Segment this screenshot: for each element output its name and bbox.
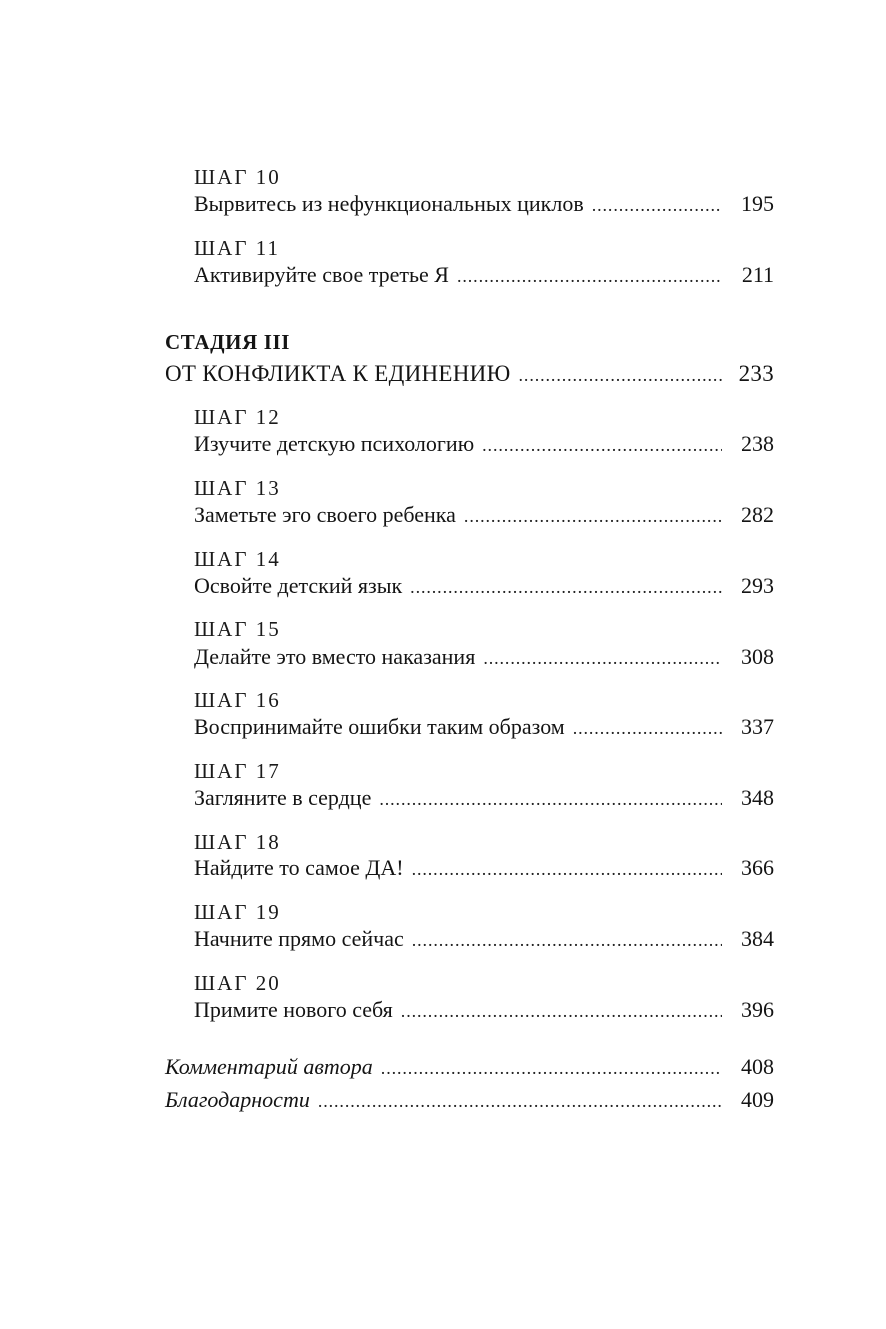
toc-entry-step-17[interactable] — [194, 784, 774, 812]
page-number: 337 — [741, 714, 774, 739]
step-label: ШАГ 14 — [194, 547, 281, 571]
page-number: 233 — [738, 361, 774, 386]
toc-entry-step-16[interactable] — [194, 713, 774, 741]
entry-title: Освойте детский язык — [194, 573, 403, 598]
entry-title: Изучите детскую психологию — [194, 431, 475, 456]
step-label: ШАГ 20 — [194, 971, 281, 995]
entry-title: Делайте это вместо наказания — [194, 644, 476, 669]
leader-dots — [379, 785, 722, 813]
page-number: 282 — [741, 502, 774, 527]
page-number: 408 — [741, 1054, 774, 1079]
entry-title: Активируйте свое третье Я — [194, 262, 449, 287]
step-label: ШАГ 15 — [194, 617, 281, 641]
step-label: ШАГ 17 — [194, 759, 281, 783]
leader-dots — [381, 1054, 722, 1082]
entry-title: Благодарности — [165, 1087, 310, 1112]
entry-title: Начните прямо сейчас — [194, 926, 404, 951]
entry-title: Воспринимайте ошибки таким образом — [194, 714, 565, 739]
step-label: ШАГ 16 — [194, 688, 281, 712]
entry-title: Вырвитесь из нефункциональных циклов — [194, 191, 584, 216]
step-label: ШАГ 10 — [194, 165, 281, 189]
leader-dots — [401, 997, 722, 1025]
entry-title: Комментарий автора — [165, 1054, 373, 1079]
leader-dots — [483, 644, 722, 672]
step-label: ШАГ 19 — [194, 900, 281, 924]
leader-dots — [592, 191, 722, 219]
toc-entry-step-11[interactable] — [194, 261, 774, 289]
leader-dots — [412, 855, 722, 883]
toc-entry-step-10[interactable] — [194, 190, 774, 218]
toc-entry-author-comment[interactable] — [165, 1053, 774, 1081]
toc-entry-step-15[interactable] — [194, 643, 774, 671]
page-number: 238 — [741, 431, 774, 456]
page-number: 211 — [741, 262, 774, 287]
leader-dots — [482, 431, 722, 459]
leader-dots — [410, 573, 722, 601]
page-number: 293 — [741, 573, 774, 598]
toc-entry-step-12[interactable] — [194, 430, 774, 458]
toc-entry-step-14[interactable] — [194, 572, 774, 600]
page-number: 195 — [741, 191, 774, 216]
page-number: 308 — [741, 644, 774, 669]
leader-dots — [457, 262, 722, 290]
page-number: 396 — [741, 997, 774, 1022]
page-number: 348 — [741, 785, 774, 810]
toc-entry-stage-3[interactable] — [165, 360, 774, 388]
toc-entry-step-13[interactable] — [194, 501, 774, 529]
leader-dots — [573, 714, 722, 742]
leader-dots — [464, 502, 722, 530]
step-label: ШАГ 12 — [194, 405, 281, 429]
toc-entry-acknowledgements[interactable] — [165, 1086, 774, 1114]
entry-title: Загляните в сердце — [194, 785, 372, 810]
toc-entry-step-20[interactable] — [194, 996, 774, 1024]
leader-dots — [412, 926, 722, 954]
entry-title: Заметьте эго своего ребенка — [194, 502, 456, 527]
toc-entry-step-19[interactable] — [194, 925, 774, 953]
page-number: 384 — [741, 926, 774, 951]
entry-title: ОТ КОНФЛИКТА К ЕДИНЕНИЮ — [165, 361, 511, 386]
step-label: ШАГ 11 — [194, 236, 280, 260]
page-number: 409 — [741, 1087, 774, 1112]
leader-dots — [318, 1087, 722, 1115]
page-number: 366 — [741, 855, 774, 880]
entry-title: Найдите то самое ДА! — [194, 855, 404, 880]
toc-entry-step-18[interactable] — [194, 854, 774, 882]
leader-dots — [519, 361, 722, 389]
step-label: ШАГ 18 — [194, 830, 281, 854]
stage-heading: СТАДИЯ III — [165, 330, 291, 354]
entry-title: Примите нового себя — [194, 997, 393, 1022]
step-label: ШАГ 13 — [194, 476, 281, 500]
